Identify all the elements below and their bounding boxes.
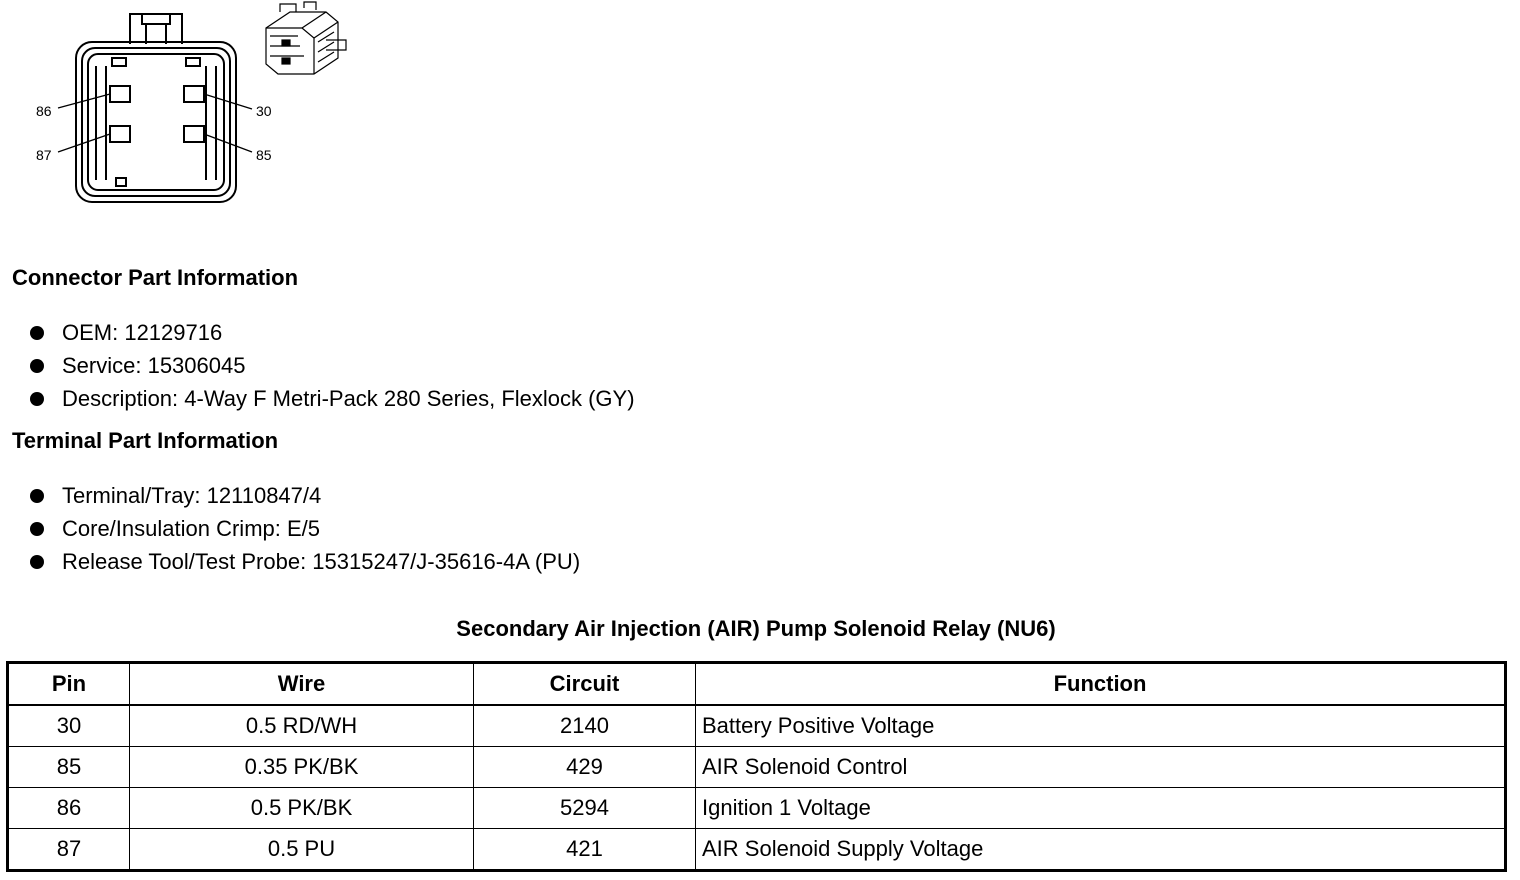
cell-function: Battery Positive Voltage (696, 705, 1506, 747)
table-row (8, 705, 1506, 747)
cell-wire: 0.5 PU (130, 829, 474, 871)
terminal-info-title: Terminal Part Information (12, 428, 279, 453)
connector-info-title: Connector Part Information (12, 265, 299, 290)
cell-circuit: 5294 (474, 788, 696, 829)
cell-wire: 0.5 PK/BK (130, 788, 474, 829)
bullet-icon (30, 555, 44, 569)
cell-circuit: 2140 (474, 705, 696, 747)
pin-label-30: 30 (256, 103, 272, 119)
cavity-30 (184, 86, 204, 102)
terminal-info-list (28, 479, 580, 578)
table-row (8, 788, 1506, 829)
list-item: Core/Insulation Crimp: E/5 (28, 512, 580, 545)
list-item: OEM: 12129716 (28, 316, 635, 349)
cell-wire: 0.35 PK/BK (130, 747, 474, 788)
cell-function: AIR Solenoid Supply Voltage (696, 829, 1506, 871)
list-item: Description: 4-Way F Metri-Pack 280 Series, Flexlock (GY) (28, 382, 635, 415)
header-function: Function (696, 663, 1506, 706)
list-item: Service: 15306045 (28, 349, 635, 382)
pinout-table (6, 661, 1507, 872)
table-row (8, 829, 1506, 871)
header-wire: Wire (130, 663, 474, 706)
bullet-icon (30, 489, 44, 503)
connector-isometric (266, 2, 346, 74)
cavity-87 (110, 126, 130, 142)
cell-function: Ignition 1 Voltage (696, 788, 1506, 829)
header-circuit: Circuit (474, 663, 696, 706)
table-title: Secondary Air Injection (AIR) Pump Solenoid Relay (NU6) (456, 616, 1056, 641)
cavity-86 (110, 86, 130, 102)
bullet-icon (30, 392, 44, 406)
list-item: Release Tool/Test Probe: 15315247/J-35616-4A (PU) (28, 545, 580, 578)
cell-pin: 86 (8, 788, 130, 829)
table-row (8, 747, 1506, 788)
cell-function: AIR Solenoid Control (696, 747, 1506, 788)
connector-info-list (28, 316, 635, 415)
header-pin: Pin (8, 663, 130, 706)
bullet-icon (30, 522, 44, 536)
bullet-icon (30, 359, 44, 373)
bullet-icon (30, 326, 44, 340)
cell-pin: 30 (8, 705, 130, 747)
list-item: Terminal/Tray: 12110847/4 (28, 479, 580, 512)
cell-circuit: 421 (474, 829, 696, 871)
pin-label-87: 87 (36, 147, 52, 163)
cell-pin: 87 (8, 829, 130, 871)
cell-wire: 0.5 RD/WH (130, 705, 474, 747)
pin-label-85: 85 (256, 147, 272, 163)
cell-circuit: 429 (474, 747, 696, 788)
cell-pin: 85 (8, 747, 130, 788)
cavity-85 (184, 126, 204, 142)
table-header-row (8, 663, 1506, 706)
pin-label-86: 86 (36, 103, 52, 119)
connector-diagram (0, 0, 360, 215)
